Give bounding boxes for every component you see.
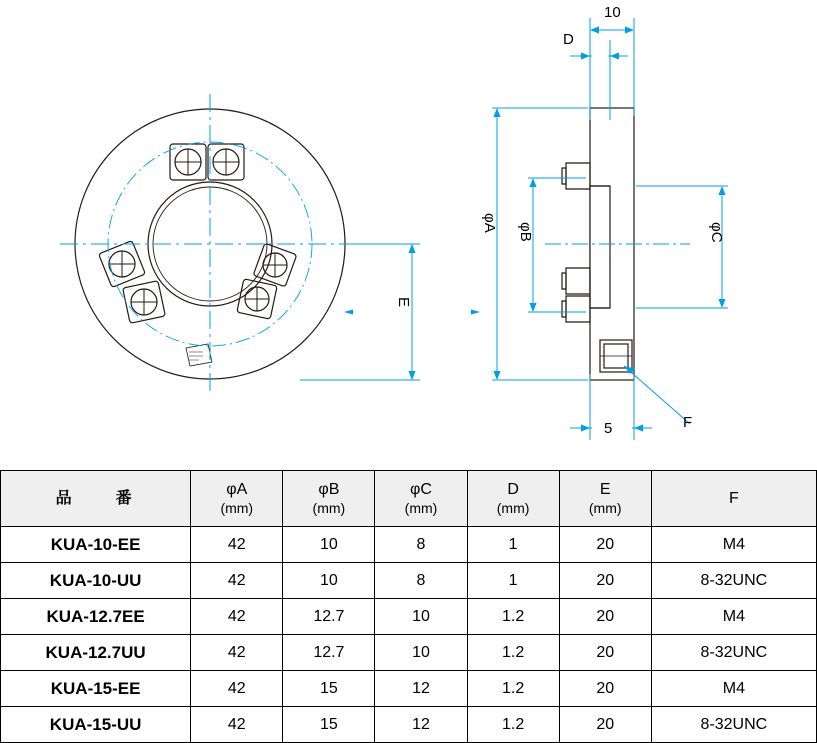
cell-phi-b: 10 <box>283 527 375 563</box>
cell-phi-b: 15 <box>283 671 375 707</box>
cell-part-number: KUA-10-UU <box>1 563 191 599</box>
cell-phi-c: 8 <box>375 563 467 599</box>
dimension-5-label: 5 <box>604 420 613 437</box>
cell-part-number: KUA-12.7EE <box>1 599 191 635</box>
callout-f-label: F <box>683 414 693 431</box>
cell-d: 1.2 <box>467 599 559 635</box>
table-row <box>1 599 817 635</box>
header-phi-b-label: φB <box>318 480 340 498</box>
cell-phi-a: 42 <box>191 635 283 671</box>
spec-table <box>0 470 817 743</box>
cell-phi-c: 12 <box>375 707 467 743</box>
cell-e: 20 <box>559 707 651 743</box>
table-header-row <box>1 471 817 527</box>
table-row <box>1 563 817 599</box>
cell-d: 1 <box>467 527 559 563</box>
cell-phi-c: 8 <box>375 527 467 563</box>
cell-phi-c: 12 <box>375 671 467 707</box>
spec-table-wrap <box>0 470 817 743</box>
header-part-number-label: 品 番 <box>55 489 136 507</box>
cell-phi-b: 15 <box>283 707 375 743</box>
table-row <box>1 635 817 671</box>
cell-d: 1.2 <box>467 671 559 707</box>
cell-e: 20 <box>559 599 651 635</box>
header-part-number <box>1 471 191 527</box>
cell-d: 1.2 <box>467 635 559 671</box>
dimension-10 <box>590 18 634 116</box>
cell-f: M4 <box>651 671 816 707</box>
cell-part-number: KUA-15-EE <box>1 671 191 707</box>
cell-phi-b: 12.7 <box>283 635 375 671</box>
table-row <box>1 671 817 707</box>
header-e <box>559 471 651 527</box>
dimension-phi-b-label: φB <box>517 222 534 242</box>
cell-phi-a: 42 <box>191 527 283 563</box>
header-d-unit: (mm) <box>496 499 530 516</box>
header-phi-a <box>191 471 283 527</box>
cell-part-number: KUA-15-UU <box>1 707 191 743</box>
cell-phi-a: 42 <box>191 563 283 599</box>
header-phi-b <box>283 471 375 527</box>
header-e-unit: (mm) <box>588 499 622 516</box>
dimension-10-label: 10 <box>604 4 621 21</box>
header-phi-a-label: φA <box>226 480 248 498</box>
cell-f: M4 <box>651 599 816 635</box>
header-phi-c <box>375 471 467 527</box>
cell-phi-a: 42 <box>191 671 283 707</box>
cell-phi-b: 12.7 <box>283 599 375 635</box>
cell-part-number: KUA-10-EE <box>1 527 191 563</box>
header-phi-c-unit: (mm) <box>404 499 438 516</box>
header-e-label: E <box>599 480 611 498</box>
dimension-e-label: E <box>395 297 412 308</box>
header-f <box>651 471 816 527</box>
header-phi-c-label: φC <box>410 480 432 498</box>
header-f-label: F <box>728 489 739 507</box>
cell-e: 20 <box>559 527 651 563</box>
cell-e: 20 <box>559 635 651 671</box>
cell-phi-a: 42 <box>191 707 283 743</box>
cell-f: 8-32UNC <box>651 707 816 743</box>
dimension-d-label: D <box>563 31 574 48</box>
dimension-phi-a-label: φA <box>481 213 498 233</box>
table-row <box>1 527 817 563</box>
cell-e: 20 <box>559 671 651 707</box>
dimension-phi-c-label: φC <box>708 222 725 243</box>
cell-phi-c: 10 <box>375 635 467 671</box>
cell-f: 8-32UNC <box>651 563 816 599</box>
header-d-label: D <box>507 480 519 498</box>
cell-phi-b: 10 <box>283 563 375 599</box>
header-phi-a-unit: (mm) <box>220 499 254 516</box>
cell-d: 1.2 <box>467 707 559 743</box>
header-phi-b-unit: (mm) <box>312 499 346 516</box>
cell-f: M4 <box>651 527 816 563</box>
dimension-phi-b <box>528 178 586 312</box>
header-d <box>467 471 559 527</box>
table-row <box>1 707 817 743</box>
cell-e: 20 <box>559 563 651 599</box>
dimension-phi-c <box>636 186 728 308</box>
cell-phi-a: 42 <box>191 599 283 635</box>
cell-d: 1 <box>467 563 559 599</box>
cell-phi-c: 10 <box>375 599 467 635</box>
cell-f: 8-32UNC <box>651 635 816 671</box>
cell-part-number: KUA-12.7UU <box>1 635 191 671</box>
